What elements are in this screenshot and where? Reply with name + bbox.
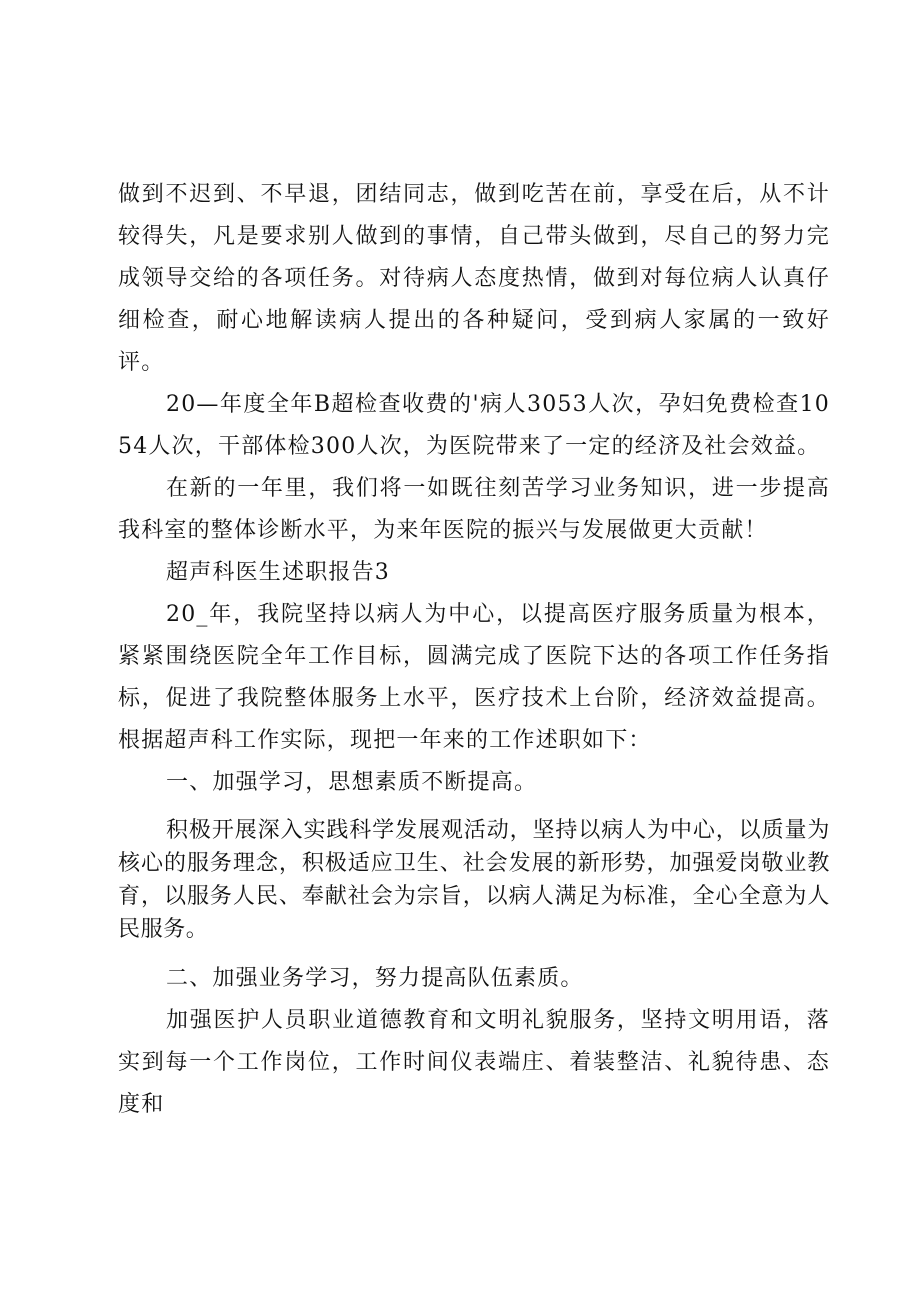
paragraph-service-concept: 积极开展深入实践科学发展观活动，坚持以病人为中心，以质量为核心的服务理念，积极适应卫生、社会发展的新形势，加强爱岗敬业教育，以服务人民、奉献社会为宗旨，以病人满足为标准，全心全意为人民服务。 bbox=[118, 818, 830, 942]
paragraph-annual-statistics: 20—年度全年B超检查收费的'病人3053人次，孕妇免费检查1054人次，干部体检300人次，为医院带来了一定的经济及社会效益。 bbox=[118, 392, 830, 459]
paragraph-report-intro: 20_年，我院坚持以病人为中心，以提高医疗服务质量为根本，紧紧围绕医院全年工作目标，圆满完成了医院下达的各项工作任务指标，促进了我院整体服务上水平，医疗技术上台阶，经济效益提高。根据超声科工作实际，现把一年来的工作述职如下： bbox=[118, 602, 830, 753]
heading-strengthen-learning: 一、加强学习，思想素质不断提高。 bbox=[166, 770, 538, 795]
paragraph-work-attitude: 做到不迟到、不早退，团结同志，做到吃苦在前，享受在后，从不计较得失，凡是要求别人做到的事情，自己带头做到，尽自己的努力完成领导交给的各项任务。对待病人态度热情，做到对每位病人认真仔细检查，耐心地解读病人提出的各种疑问，受到病人家属的一致好评。 bbox=[118, 182, 830, 375]
document-body bbox=[118, 174, 830, 1126]
heading-business-learning: 二、加强业务学习，努力提高队伍素质。 bbox=[166, 966, 584, 991]
paragraph-professional-ethics: 加强医护人员职业道德教育和文明礼貌服务，坚持文明用语，落实到每一个工作岗位，工作时间仪表端庄、着装整洁、礼貌待患、态度和 bbox=[118, 1008, 830, 1117]
paragraph-new-year-plan: 在新的一年里，我们将一如既往刻苦学习业务知识，进一步提高我科室的整体诊断水平，为来年医院的振兴与发展做更大贡献！ bbox=[118, 476, 830, 543]
section-title-report-3: 超声科医生述职报告3 bbox=[166, 560, 390, 585]
